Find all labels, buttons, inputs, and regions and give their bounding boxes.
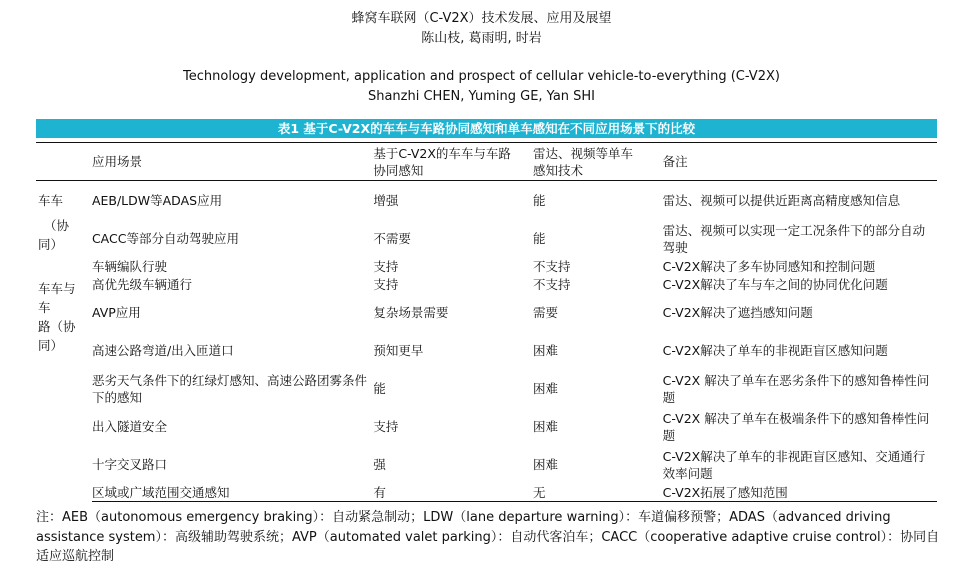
table-footnote: 注：AEB（autonomous emergency braking）：自动紧急制动；LDW（lane departure warning）：车道偏移预警；ADAS（advanced driving assistance system）：高级辅助驾驶系统；AVP（automated valet parking）：自动代客泊车；CACC（cooperative adaptive cruise control）：协同自适应巡航控制 [36, 510, 940, 564]
category-text: 同） [38, 337, 64, 353]
cell-scenario: 车辆编队行驶 [91, 259, 167, 274]
cell-single: 不支持 [532, 259, 571, 274]
cell-scenario: 高速公路弯道/出入匝道口 [91, 343, 234, 358]
cell-cv2x: 支持 [373, 419, 399, 434]
cell-remark: C-V2X解决了单车的非视距盲区感知问题 [662, 343, 888, 358]
cn-title: 蜂窝车联网（C-V2X）技术发展、应用及展望 [351, 11, 612, 26]
category-text: 车车 [38, 193, 64, 208]
table-header-row [36, 143, 937, 181]
cell-remark: C-V2X解决了遮挡感知问题 [662, 305, 813, 320]
table-row [36, 181, 937, 220]
table-row [36, 408, 937, 446]
cell-remark: C-V2X解决了多车协同感知和控制问题 [662, 259, 876, 274]
category-text: 车 [38, 299, 51, 315]
cell-cv2x: 预知更早 [373, 343, 424, 358]
cell-remark: C-V2X拓展了感知范围 [663, 484, 937, 502]
chinese-title-block [0, 9, 963, 49]
cell-scenario: 高优先级车辆通行 [91, 277, 192, 292]
category-text: 同） [38, 237, 64, 252]
cell-cv2x: 支持 [373, 277, 399, 292]
cell-scenario: CACC等部分自动驾驶应用 [91, 231, 239, 246]
cn-authors: 陈山枝, 葛雨明, 时岩 [421, 31, 542, 46]
table-row [36, 446, 937, 484]
cell-remark: C-V2X解决了车与车之间的协同优化问题 [662, 277, 888, 292]
cell-scenario: 十字交叉路口 [91, 457, 167, 472]
cell-single: 困难 [532, 419, 558, 434]
table-row [36, 294, 937, 332]
cell-cv2x: 有 [373, 484, 533, 502]
header-single-line2: 感知技术 [532, 162, 583, 178]
cell-remark: C-V2X 解决了单车在恶劣条件下的感知鲁棒性问题 [662, 372, 930, 405]
cell-single: 不支持 [532, 277, 571, 292]
cell-remark: C-V2X 解决了单车在极端条件下的感知鲁棒性问题 [662, 410, 930, 443]
cell-scenario: AEB/LDW等ADAS应用 [91, 192, 223, 208]
cell-scenario: 出入隧道安全 [91, 419, 167, 434]
cell-cv2x: 能 [373, 381, 386, 396]
table-row [36, 332, 937, 370]
header-remark: 备注 [663, 143, 937, 181]
category-vehicle-vehicle [36, 181, 92, 258]
cell-scenario: AVP应用 [91, 305, 141, 320]
cell-remark: 雷达、视频可以提供近距离高精度感知信息 [662, 192, 901, 208]
header-category [36, 143, 92, 181]
category-vehicle-road [36, 258, 92, 502]
header-single-line1: 雷达、视频等单车 [532, 145, 633, 161]
table-row [36, 276, 937, 294]
cell-scenario: 恶劣天气条件下的红绿灯感知、高速公路团雾条件下的感知 [91, 372, 367, 405]
en-title: Technology development, application and prospect of cellular vehicle-to-everything (C-V2X) [183, 69, 780, 84]
cell-scenario: 区域或广域范围交通感知 [92, 484, 373, 502]
cell-single: 能 [532, 192, 546, 208]
cell-remark: C-V2X解决了单车的非视距盲区感知、交通通行效率问题 [662, 448, 926, 481]
category-text: 路（协 [38, 318, 76, 334]
table-row [36, 484, 937, 502]
cell-cv2x: 强 [373, 457, 386, 472]
table-row [36, 258, 937, 276]
en-authors: Shanzhi CHEN, Yuming GE, Yan SHI [367, 89, 596, 104]
cell-remark: 雷达、视频可以实现一定工况条件下的部分自动驾驶 [662, 222, 926, 255]
header-cv2x-line2: 协同感知 [373, 162, 424, 178]
cell-cv2x: 支持 [373, 259, 399, 274]
header-cv2x-line1: 基于C-V2X的车车与车路 [373, 145, 511, 161]
cell-cv2x: 不需要 [373, 231, 411, 246]
header-scenario: 应用场景 [92, 143, 373, 181]
cell-cv2x: 增强 [373, 192, 399, 208]
table-caption: 表1 基于C-V2X的车车与车路协同感知和单车感知在不同应用场景下的比较 [36, 119, 937, 138]
category-text: 车车与 [38, 280, 76, 296]
cell-single: 无 [533, 484, 663, 502]
category-text: （协 [44, 218, 70, 233]
cell-single: 困难 [532, 381, 558, 396]
comparison-table [36, 142, 937, 502]
cell-cv2x: 复杂场景需要 [373, 305, 449, 320]
header-single [533, 143, 663, 181]
english-title-block [0, 67, 963, 107]
cell-single: 能 [532, 231, 546, 246]
cell-single: 困难 [532, 343, 558, 358]
header-cv2x [373, 143, 533, 181]
table-row [36, 370, 937, 408]
cell-single: 需要 [532, 305, 558, 320]
table-row [36, 220, 937, 258]
cell-single: 困难 [532, 457, 558, 472]
